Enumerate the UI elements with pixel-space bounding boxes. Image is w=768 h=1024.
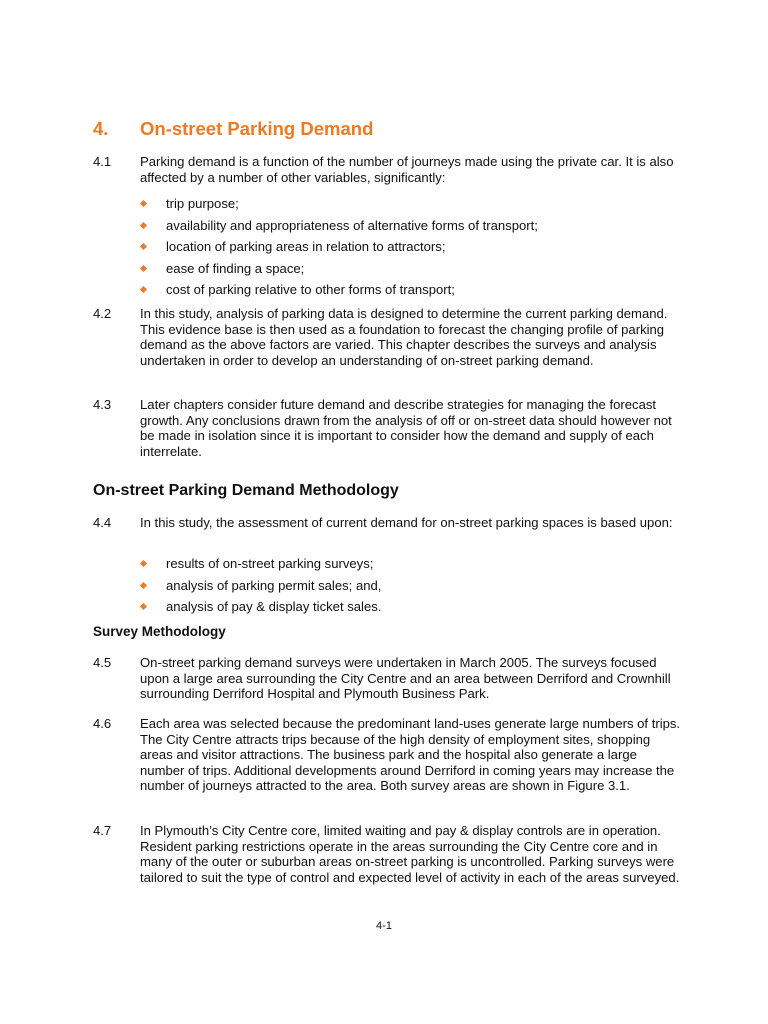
list-item-text: trip purpose; (166, 196, 239, 211)
paragraph-text: In Plymouth’s City Centre core, limited waiting and pay & display controls are in operation. Resident parking restrictions operate in the areas surrounding the City Centre core and in many of the outer or suburban areas on-street parking is uncontrolled. Parking surveys were tailored to suit the type of control and expected level of activity in each of the areas surveyed. (140, 823, 680, 885)
paragraph-text: Each area was selected because the predominant land-uses generate large numbers of trips. The City Centre attracts trips because of the high density of employment sites, shopping areas and visitor attractions. The business park and the hospital also generate a large number of trips. Additional developments around Derriford in coming years may increase the number of journeys attracted to the area. Both survey areas are shown in Figure 3.1. (140, 716, 681, 793)
chapter-number: 4. (93, 118, 109, 139)
bullet-diamond-icon (140, 560, 147, 567)
subsection-heading: Survey Methodology (93, 624, 226, 639)
paragraph-text: Parking demand is a function of the number of journeys made using the private car. It is also affected by a number of other variables, significantly: (140, 154, 674, 185)
list-item-text: cost of parking relative to other forms of transport; (166, 282, 455, 298)
bullet-diamond-icon (140, 200, 147, 207)
paragraph-4-5 (93, 655, 683, 702)
paragraph-number: 4.5 (93, 655, 112, 670)
paragraph-4-2 (93, 306, 683, 368)
paragraph-number: 4.3 (93, 397, 112, 412)
bullet-diamond-icon (140, 582, 147, 589)
paragraph-number: 4.6 (93, 716, 112, 731)
list-item (140, 556, 381, 578)
paragraph-text: In this study, the assessment of current demand for on-street parking spaces is based upon: (140, 515, 673, 530)
paragraph-number: 4.1 (93, 154, 112, 169)
section-heading: On-street Parking Demand Methodology (93, 482, 399, 499)
bullet-diamond-icon (140, 603, 147, 610)
paragraph-4-1 (93, 154, 683, 185)
bullet-diamond-icon (140, 222, 147, 229)
paragraph-text: On-street parking demand surveys were undertaken in March 2005. The surveys focused upon a large area surrounding the City Centre and an area between Derriford and Crownhill surrounding Derriford Hospital and Plymouth Business Park. (140, 655, 671, 701)
bullet-diamond-icon (140, 286, 147, 293)
paragraph-4-6 (93, 716, 683, 794)
bullet-list-variables (140, 196, 538, 304)
list-item (140, 196, 538, 218)
list-item (140, 599, 381, 621)
paragraph-number: 4.7 (93, 823, 112, 838)
list-item-text: availability and appropriateness of alternative forms of transport; (166, 217, 538, 233)
list-item (140, 578, 381, 600)
bullet-list-basis (140, 556, 381, 621)
paragraph-text: Later chapters consider future demand and describe strategies for managing the forecast growth. Any conclusions drawn from the analysis of off or on-street data should however not be made in isolation since it is important to consider how the demand and supply of each interrelate. (140, 397, 672, 459)
list-item-text: results of on-street parking surveys; (166, 556, 374, 571)
paragraph-text: In this study, analysis of parking data is designed to determine the current parking demand. This evidence base is then used as a foundation to forecast the changing profile of parking demand as the above factors are varied. This chapter describes the surveys and analysis undertaken in order to develop an understanding of on-street parking demand. (140, 306, 668, 368)
paragraph-4-4 (93, 515, 683, 531)
paragraph-4-7 (93, 823, 683, 885)
chapter-title: On-street Parking Demand (140, 118, 374, 139)
list-item (140, 218, 538, 240)
list-item-text: ease of finding a space; (166, 260, 305, 276)
list-item-text: location of parking areas in relation to attractors; (166, 239, 446, 255)
chapter-heading (93, 118, 373, 140)
paragraph-number: 4.2 (93, 306, 112, 321)
bullet-diamond-icon (140, 265, 147, 272)
paragraph-number: 4.4 (93, 515, 112, 530)
list-item (140, 239, 538, 261)
paragraph-4-3 (93, 397, 683, 459)
list-item (140, 282, 538, 304)
list-item-text: analysis of parking permit sales; and, (166, 577, 382, 593)
bullet-diamond-icon (140, 243, 147, 250)
list-item-text: analysis of pay & display ticket sales. (166, 599, 382, 615)
list-item (140, 261, 538, 283)
page-number: 4-1 (376, 920, 392, 932)
